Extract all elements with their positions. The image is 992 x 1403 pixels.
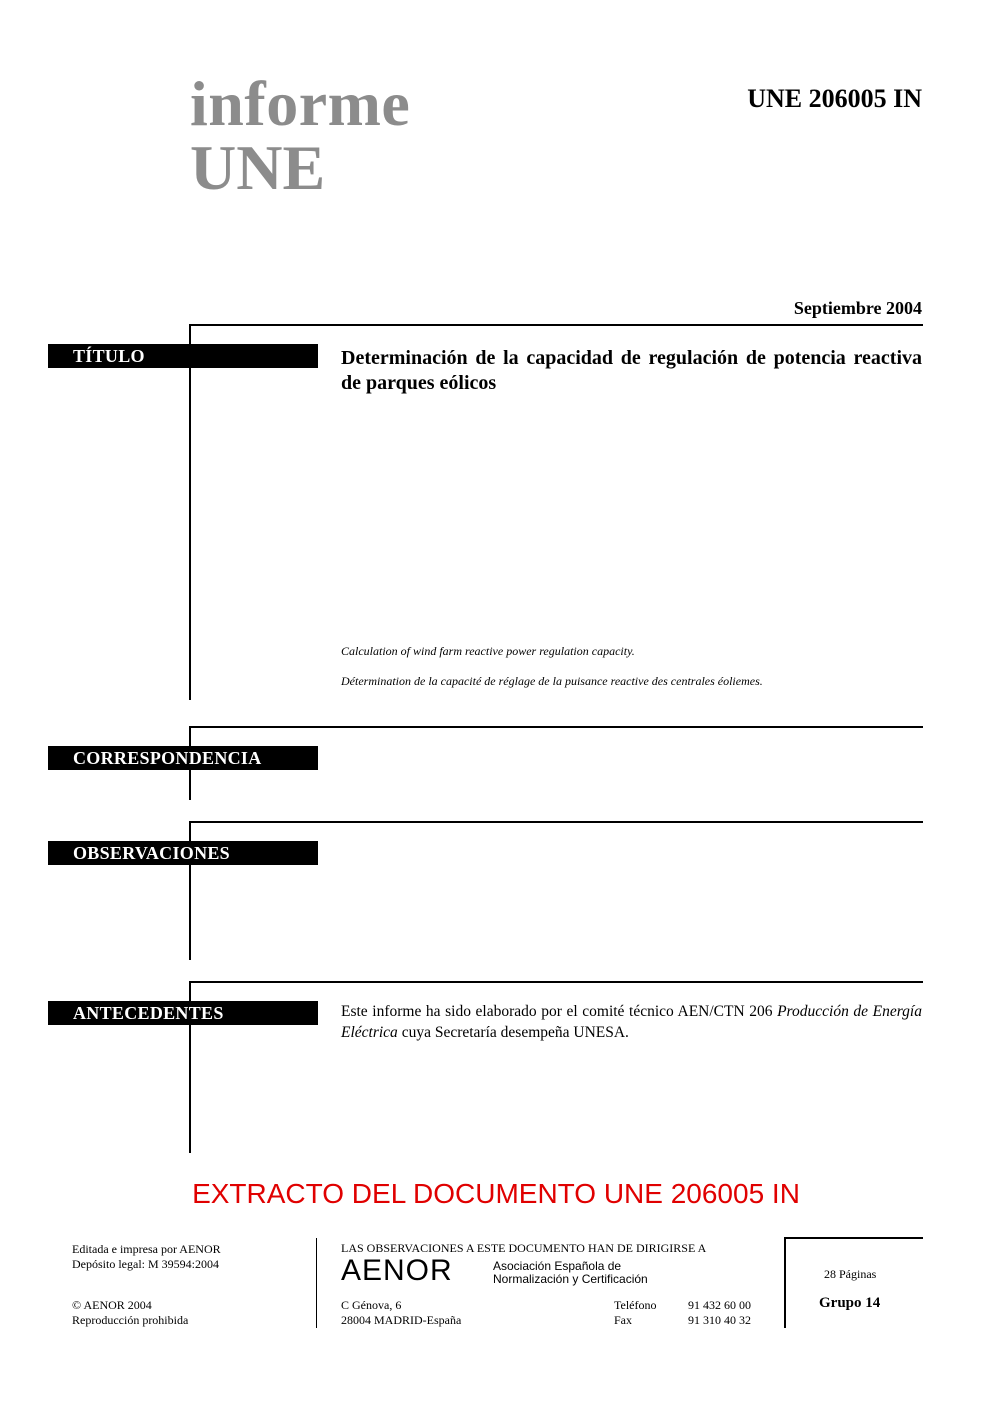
correspondencia-label: CORRESPONDENCIA xyxy=(48,746,318,770)
footer-copyright: © AENOR 2004 xyxy=(72,1298,152,1312)
correspondencia-top-rule xyxy=(189,726,923,728)
title-english: Calculation of wind farm reactive power regulation capacity. xyxy=(341,644,635,658)
observaciones-label: OBSERVACIONES xyxy=(48,841,318,865)
footer-edited: Editada e impresa por AENOR xyxy=(72,1242,221,1256)
brand-informe: informe xyxy=(190,68,411,139)
antecedentes-text xyxy=(341,1001,922,1043)
aenor-full-name-line1: Asociación Española de xyxy=(493,1259,622,1273)
aenor-full-name-line2: Normalización y Certificación xyxy=(493,1272,648,1286)
antecedentes-label: ANTECEDENTES xyxy=(48,1001,318,1025)
antecedentes-committee-name: Producción de Energía Eléctrica xyxy=(341,1003,922,1041)
footer-fax: 91 310 40 32 xyxy=(688,1313,751,1327)
aenor-logo: AENOR xyxy=(341,1254,453,1287)
footer-reproduction: Reproducción prohibida xyxy=(72,1313,189,1327)
brand-une: UNE xyxy=(190,132,326,203)
footer-observations-notice: LAS OBSERVACIONES A ESTE DOCUMENTO HAN DE DIRIGIRSE A xyxy=(341,1241,707,1255)
observaciones-top-rule xyxy=(189,821,923,823)
title-french: Détermination de la capacité de réglage de la puisance reactive des centrales éoliemes. xyxy=(341,674,763,688)
footer-fax-label: Fax xyxy=(614,1313,632,1327)
document-code: UNE 206005 IN xyxy=(747,84,922,113)
price-group: Grupo 14 xyxy=(819,1295,881,1311)
titulo-top-rule xyxy=(189,324,923,326)
footer-address-street: C Génova, 6 xyxy=(341,1298,402,1312)
titulo-label: TÍTULO xyxy=(48,344,318,368)
footer-box-top-rule xyxy=(784,1237,923,1239)
title-spanish: Determinación de la capacidad de regulación de potencia reactiva de parques eólicos xyxy=(341,347,922,394)
antecedentes-text-part1: Este informe ha sido elaborado por el comité técnico AEN/CTN 206 xyxy=(341,1003,778,1020)
aenor-full-name xyxy=(493,1260,648,1286)
extract-notice: EXTRACTO DEL DOCUMENTO UNE 206005 IN xyxy=(192,1178,800,1209)
document-date: Septiembre 2004 xyxy=(793,298,922,318)
footer-address-city: 28004 MADRID-España xyxy=(341,1313,462,1327)
page-count: 28 Páginas xyxy=(824,1267,877,1281)
antecedentes-text-part2: cuya Secretaría desempeña UNESA. xyxy=(397,1024,629,1041)
footer-box-left-rule xyxy=(784,1237,786,1328)
footer-deposit: Depósito legal: M 39594:2004 xyxy=(72,1257,219,1271)
footer-phone-label: Teléfono xyxy=(614,1298,657,1312)
footer-divider-left xyxy=(316,1238,317,1328)
titulo-vertical-rule xyxy=(189,324,191,700)
footer-phone: 91 432 60 00 xyxy=(688,1298,751,1312)
antecedentes-top-rule xyxy=(189,981,923,983)
